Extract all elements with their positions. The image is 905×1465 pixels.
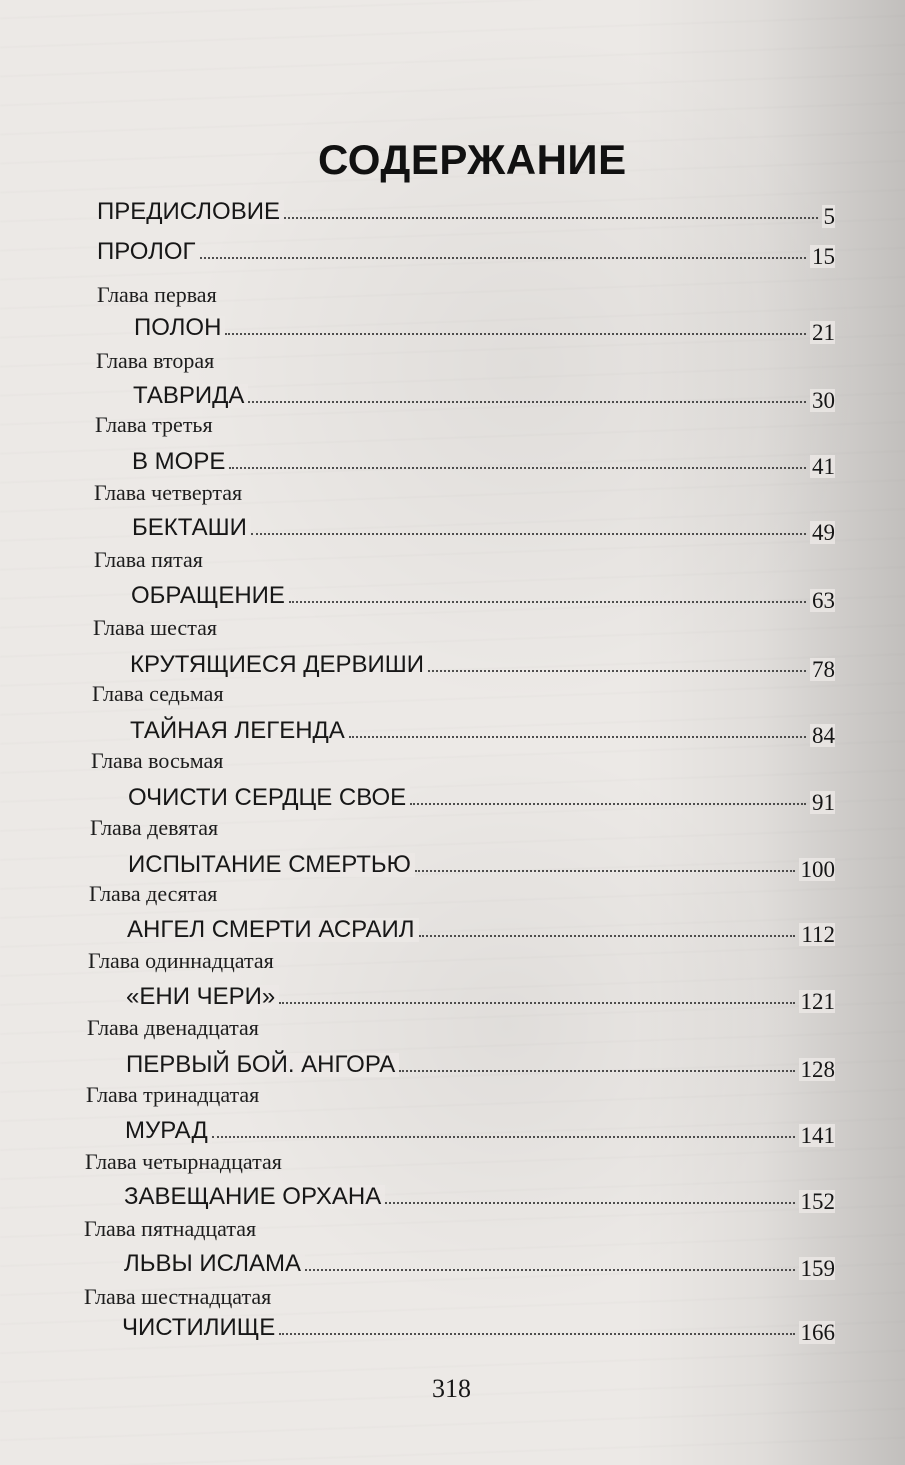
entry-title: ТАВРИДА	[133, 384, 248, 408]
entry-page-number: 84	[812, 723, 835, 748]
toc-entry-chapter-6	[130, 643, 835, 682]
entry-page-number: 41	[812, 454, 835, 479]
chapter-label: Глава шестая	[93, 615, 217, 640]
entry-title: АНГЕЛ СМЕРТИ АСРАИЛ	[127, 918, 419, 942]
toc-entry-chapter-14	[124, 1175, 835, 1214]
entry-title: ОЧИСТИ СЕРДЦЕ СВОЕ	[128, 786, 410, 810]
dot-leader	[410, 802, 806, 805]
dot-leader	[200, 256, 806, 259]
dot-leader	[419, 934, 796, 937]
entry-title: ПРОЛОГ	[97, 240, 200, 264]
toc-entry-chapter-9	[128, 843, 835, 882]
entry-page-number: 30	[812, 388, 835, 413]
entry-page-number: 49	[812, 520, 835, 545]
entry-page-number: 121	[800, 989, 835, 1014]
entry-page-number: 159	[800, 1256, 835, 1281]
chapter-label: Глава седьмая	[92, 681, 224, 706]
dot-leader	[399, 1069, 794, 1072]
entry-page-number: 166	[800, 1320, 835, 1345]
entry-title: МУРАД	[125, 1119, 212, 1143]
entry-title: ОБРАЩЕНИЕ	[131, 584, 289, 608]
entry-title: ЗАВЕЩАНИЕ ОРХАНА	[124, 1185, 385, 1209]
toc-entry-chapter-16	[122, 1306, 835, 1345]
chapter-label: Глава восьмая	[91, 748, 224, 773]
toc-entry-chapter-13	[125, 1109, 835, 1148]
chapter-label: Глава третья	[95, 412, 213, 437]
chapter-label: Глава четвертая	[94, 480, 243, 505]
dot-leader	[284, 216, 818, 219]
toc-entry-chapter-5	[131, 574, 835, 613]
dot-leader	[225, 332, 806, 335]
dot-leader	[289, 600, 806, 603]
chapter-label: Глава пятая	[94, 547, 203, 572]
chapter-label: Глава четырнадцатая	[85, 1149, 282, 1174]
entry-title: ПРЕДИСЛОВИЕ	[97, 200, 284, 224]
toc-entry-chapter-11	[126, 975, 835, 1014]
chapter-label: Глава одиннадцатая	[88, 948, 274, 973]
entry-page-number: 21	[812, 320, 835, 345]
toc-entry-chapter-12	[126, 1043, 835, 1082]
entry-page-number: 15	[812, 244, 835, 269]
entry-title: КРУТЯЩИЕСЯ ДЕРВИШИ	[130, 653, 428, 677]
entry-page-number: 78	[812, 657, 835, 682]
chapter-label: Глава десятая	[89, 881, 218, 906]
page-number: 318	[432, 1374, 471, 1403]
toc-entry-chapter-10	[127, 908, 835, 947]
dot-leader	[251, 532, 806, 535]
entry-page-number: 63	[812, 588, 835, 613]
dot-leader	[415, 869, 795, 872]
chapter-label: Глава первая	[97, 282, 217, 307]
dot-leader	[212, 1135, 795, 1138]
entry-title: ИСПЫТАНИЕ СМЕРТЬЮ	[128, 853, 415, 877]
dot-leader	[305, 1268, 795, 1271]
dot-leader	[229, 466, 806, 469]
toc-entry-preface	[97, 190, 835, 229]
chapter-label: Глава пятнадцатая	[84, 1216, 257, 1241]
dot-leader	[279, 1332, 794, 1335]
entry-title: БЕКТАШИ	[132, 516, 251, 540]
dot-leader	[279, 1001, 794, 1004]
entry-title: «ЕНИ ЧЕРИ»	[126, 985, 279, 1009]
entry-title: В МОРЕ	[132, 450, 229, 474]
toc-entry-prologue	[97, 230, 835, 269]
entry-page-number: 91	[812, 790, 835, 815]
entry-title: ЧИСТИЛИЩЕ	[122, 1316, 279, 1340]
contents-heading: СОДЕРЖАНИЕ	[318, 136, 627, 183]
chapter-label: Глава девятая	[90, 815, 219, 840]
toc-entry-chapter-15	[124, 1242, 835, 1281]
toc-entry-chapter-8	[128, 776, 835, 815]
toc-entry-chapter-3	[132, 440, 835, 479]
toc-entry-chapter-4	[132, 506, 835, 545]
entry-page-number: 100	[800, 857, 835, 882]
toc-entry-chapter-1	[134, 306, 835, 345]
dot-leader	[428, 669, 806, 672]
chapter-label: Глава двенадцатая	[87, 1015, 259, 1040]
entry-page-number: 128	[800, 1057, 835, 1082]
entry-title: ТАЙНАЯ ЛЕГЕНДА	[130, 719, 349, 743]
dot-leader	[349, 735, 806, 738]
entry-page-number: 5	[823, 204, 835, 229]
toc-entry-chapter-7	[130, 709, 835, 748]
entry-page-number: 141	[800, 1123, 835, 1148]
entry-title: ПОЛОН	[134, 316, 225, 340]
chapter-label: Глава шестнадцатая	[84, 1284, 272, 1309]
entry-page-number: 152	[800, 1189, 835, 1214]
toc-entry-chapter-2	[133, 374, 835, 413]
entry-page-number: 112	[801, 922, 835, 947]
chapter-label: Глава вторая	[96, 348, 215, 373]
dot-leader	[248, 400, 806, 403]
dot-leader	[385, 1201, 794, 1204]
chapter-label: Глава тринадцатая	[86, 1082, 260, 1107]
entry-title: ЛЬВЫ ИСЛАМА	[124, 1252, 305, 1276]
entry-title: ПЕРВЫЙ БОЙ. АНГОРА	[126, 1053, 399, 1077]
